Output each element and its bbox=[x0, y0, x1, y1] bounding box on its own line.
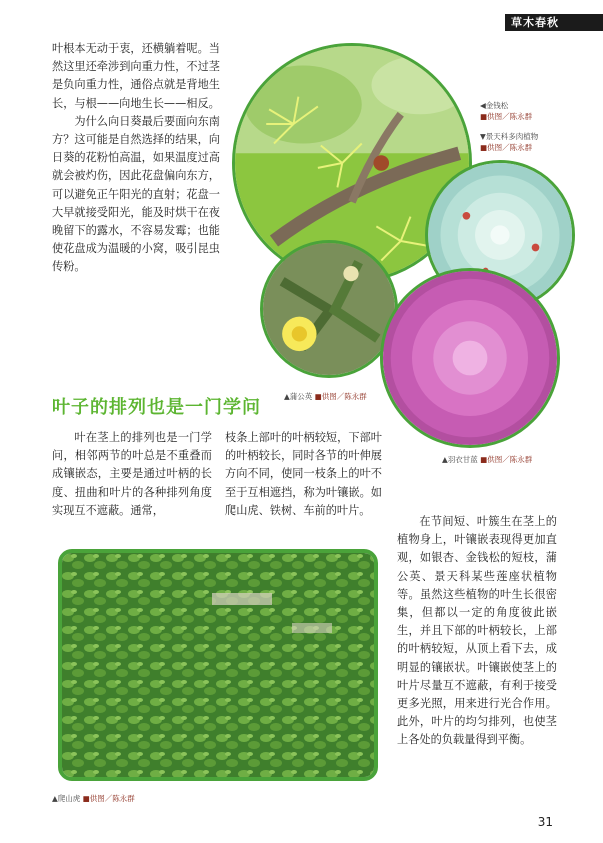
dandelion-photo bbox=[260, 240, 398, 378]
dandelion-caption-name: ▲蒲公英 bbox=[284, 392, 313, 401]
page-number: 31 bbox=[537, 815, 553, 829]
golden-larch-caption bbox=[480, 100, 532, 122]
paragraph-5: 在节间短、叶簇生在茎上的植物身上，叶镶嵌表现得更加直观，如银杏、金钱松的短枝，蒲公英、景天科某些莲座状植物等。虽然这些植物的叶生长很密集，但都以一定的角度彼此嵌生，并且下部的叶柄较长，上部的叶柄较短，从顶上看下去，成明显的镶嵌状。叶镶嵌使茎上的叶片尽量互不遮蔽，有利于接受更多光照，用来进行光合作用。此外，叶片的均匀排列，也使茎上各处的负载量得到平衡。 bbox=[397, 515, 557, 747]
column-right-text bbox=[397, 513, 557, 750]
intro-text bbox=[52, 40, 220, 277]
succulent-caption-name: ▼景天科多肉植物 bbox=[480, 132, 539, 141]
column-left-text bbox=[52, 429, 212, 520]
paragraph-2: 为什么向日葵最后要面向东南方？这可能是自然选择的结果，向日葵的花粉怕高温，如果温度过高就会被灼伤，因此花盘偏向东方，可以避免正午阳光的直射；花盘一大早就接受阳光，能及时烘干在夜晚留下的露水，不容易发霉；也能使花盘成为温暖的小窝，吸引昆虫传粉。 bbox=[52, 114, 220, 274]
boston-ivy-photo bbox=[58, 549, 378, 781]
golden-larch-caption-name: ◀金钱松 bbox=[480, 101, 509, 110]
paragraph-3: 叶在茎上的排列也是一门学问，相邻两节的叶总是不重叠而成镶嵌态，主要是通过叶柄的长度、扭曲和叶片的各种排列角度实现互不遮蔽。通常， bbox=[52, 431, 212, 517]
dandelion-caption-credit: ■供图／陈永群 bbox=[314, 392, 367, 401]
section-heading: 叶子的排列也是一门学问 bbox=[52, 397, 261, 418]
kale-caption bbox=[442, 454, 532, 465]
golden-larch-caption-credit: ■供图／陈永群 bbox=[480, 112, 533, 121]
ornamental-kale-photo bbox=[380, 268, 560, 448]
boston-ivy-caption bbox=[52, 793, 135, 804]
column-middle-text bbox=[225, 429, 382, 520]
boston-ivy-caption-credit: ■供图／陈永群 bbox=[82, 794, 135, 803]
succulent-caption bbox=[480, 131, 538, 153]
succulent-caption-credit: ■供图／陈永群 bbox=[480, 143, 533, 152]
kale-caption-name: ▲羽衣甘蓝 bbox=[442, 455, 478, 464]
paragraph-1: 叶根本无动于衷，还横躺着呢。当然这里还牵涉到向重力性，不过茎是负向重力性，通俗点就是背地生长，与根——向地生长——相反。 bbox=[52, 42, 220, 110]
dandelion-caption bbox=[284, 391, 367, 402]
boston-ivy-caption-name: ▲爬山虎 bbox=[52, 794, 81, 803]
paragraph-4: 枝条上部叶的叶柄较短，下部叶的叶柄较长，同时各节的叶伸展方向不同，使同一枝条上的叶不至于互相遮挡，称为叶镶嵌。如爬山虎、铁树、车前的叶片。 bbox=[225, 431, 382, 517]
kale-caption-credit: ■供图／陈永群 bbox=[480, 455, 533, 464]
section-tag: 草木春秋 bbox=[505, 14, 603, 31]
